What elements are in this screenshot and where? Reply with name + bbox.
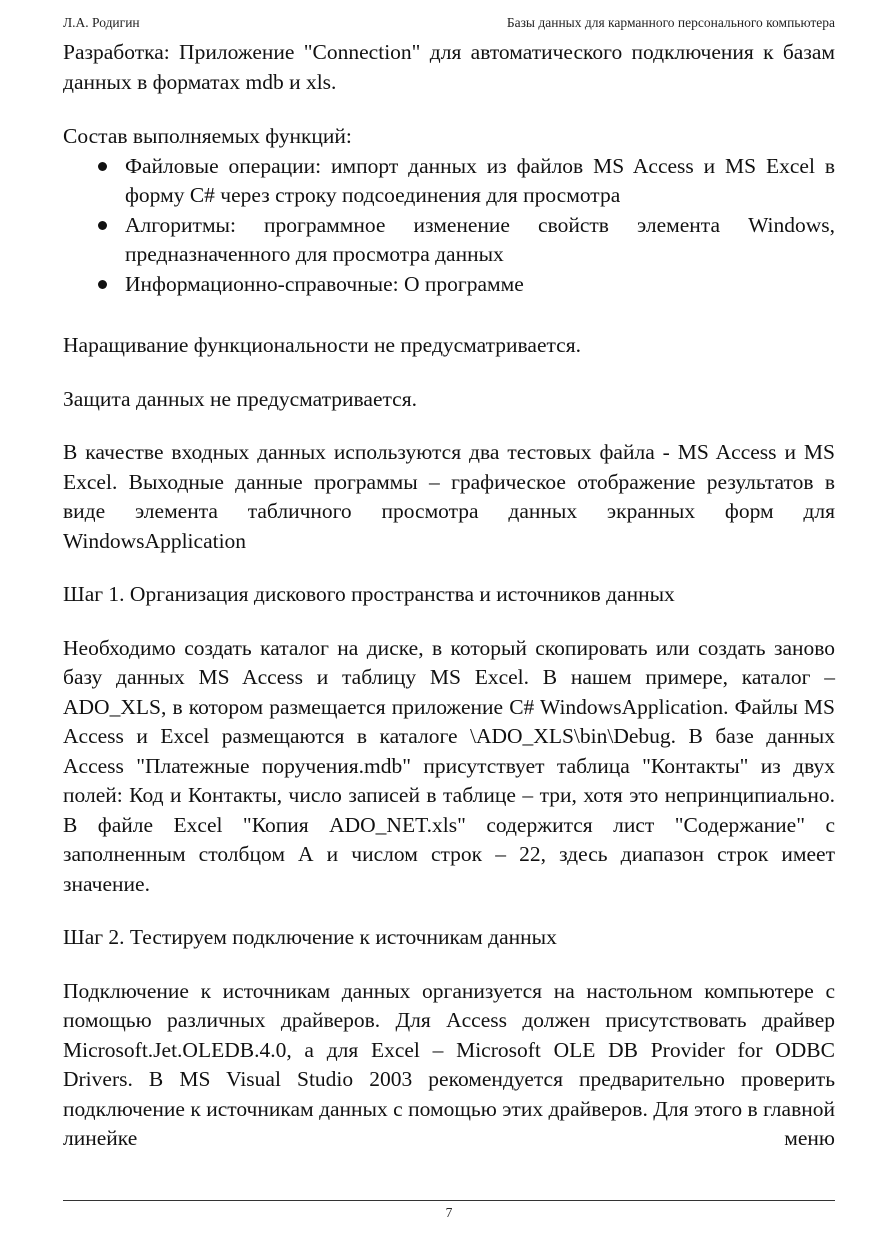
step2-paragraph: Подключение к источникам данных организуется на настольном компьютере с помощью различных драйверов. Для Access должен присутствовать драйвер Microsoft.Jet.OLEDB.4.0, а для Excel – Microsoft OLE DB Provider for ODBC Drivers. В MS Visual Studio 2003 рекомендуется предварительно проверить подключение к источникам данных с помощью этих драйверов. Для этого в главной линейке меню bbox=[63, 978, 835, 1150]
list-item bbox=[63, 152, 835, 211]
extension-note: Наращивание функциональности не предусматривается. bbox=[63, 333, 581, 357]
bullet-icon bbox=[98, 280, 107, 289]
list-item-text: Информационно-справочные: О программе bbox=[125, 271, 524, 296]
document-page bbox=[63, 0, 835, 1241]
body-text bbox=[63, 38, 835, 1154]
list-item-text: Файловые операции: импорт данных из файлов MS Access и MS Excel в форму C# через строку подсоединения для просмотра bbox=[125, 153, 835, 207]
io-paragraph: В качестве входных данных используются два тестовых файла - MS Access и MS Excel. Выходные данные программы – графическое отображение результатов в виде элемента табличного просмотра данных экранных форм для WindowsApplication bbox=[63, 440, 835, 553]
footer-divider bbox=[63, 1200, 835, 1201]
page-number: 7 bbox=[445, 1205, 453, 1220]
step2-heading: Шаг 2. Тестируем подключение к источникам данных bbox=[63, 925, 557, 949]
bullet-icon bbox=[98, 221, 107, 230]
step1-paragraph: Необходимо создать каталог на диске, в который скопировать или создать заново базу данных MS Access и таблицу MS Excel. В нашем примере, каталог – ADO_XLS, в котором размещается приложение C# WindowsApplication. Файлы MS Access и Excel размещаются в каталоге \ADO_XLS\bin\Debug. В базе данных Access "Платежные поручения.mdb" присутствует таблица "Контакты" из двух полей: Код и Контакты, число записей в таблице – три, хотя это непринципиально. В файле Excel "Копия ADO_NET.xls" содержится лист "Содержание" с заполненным столбцом А и числом строк – 22, здесь диапазон строк имеет значение. bbox=[63, 635, 835, 896]
functions-heading: Состав выполняемых функций: bbox=[63, 124, 352, 148]
header-author: Л.А. Родигин bbox=[63, 15, 140, 30]
step1-heading: Шаг 1. Организация дискового пространства и источников данных bbox=[63, 582, 675, 606]
header-book-title: Базы данных для карманного персонального компьютера bbox=[506, 15, 835, 30]
bullet-icon bbox=[98, 162, 107, 171]
protection-note: Защита данных не предусматривается. bbox=[63, 386, 417, 411]
list-item bbox=[63, 270, 835, 300]
running-header bbox=[63, 15, 835, 35]
list-item-text: Алгоритмы: программное изменение свойств элемента Windows, предназначенного для просмотра данных bbox=[125, 212, 835, 266]
intro-paragraph: Разработка: Приложение "Connection" для автоматического подключения к базам данных в форматах mdb и xls. bbox=[63, 40, 835, 94]
list-item bbox=[63, 211, 835, 270]
functions-list bbox=[63, 152, 835, 300]
